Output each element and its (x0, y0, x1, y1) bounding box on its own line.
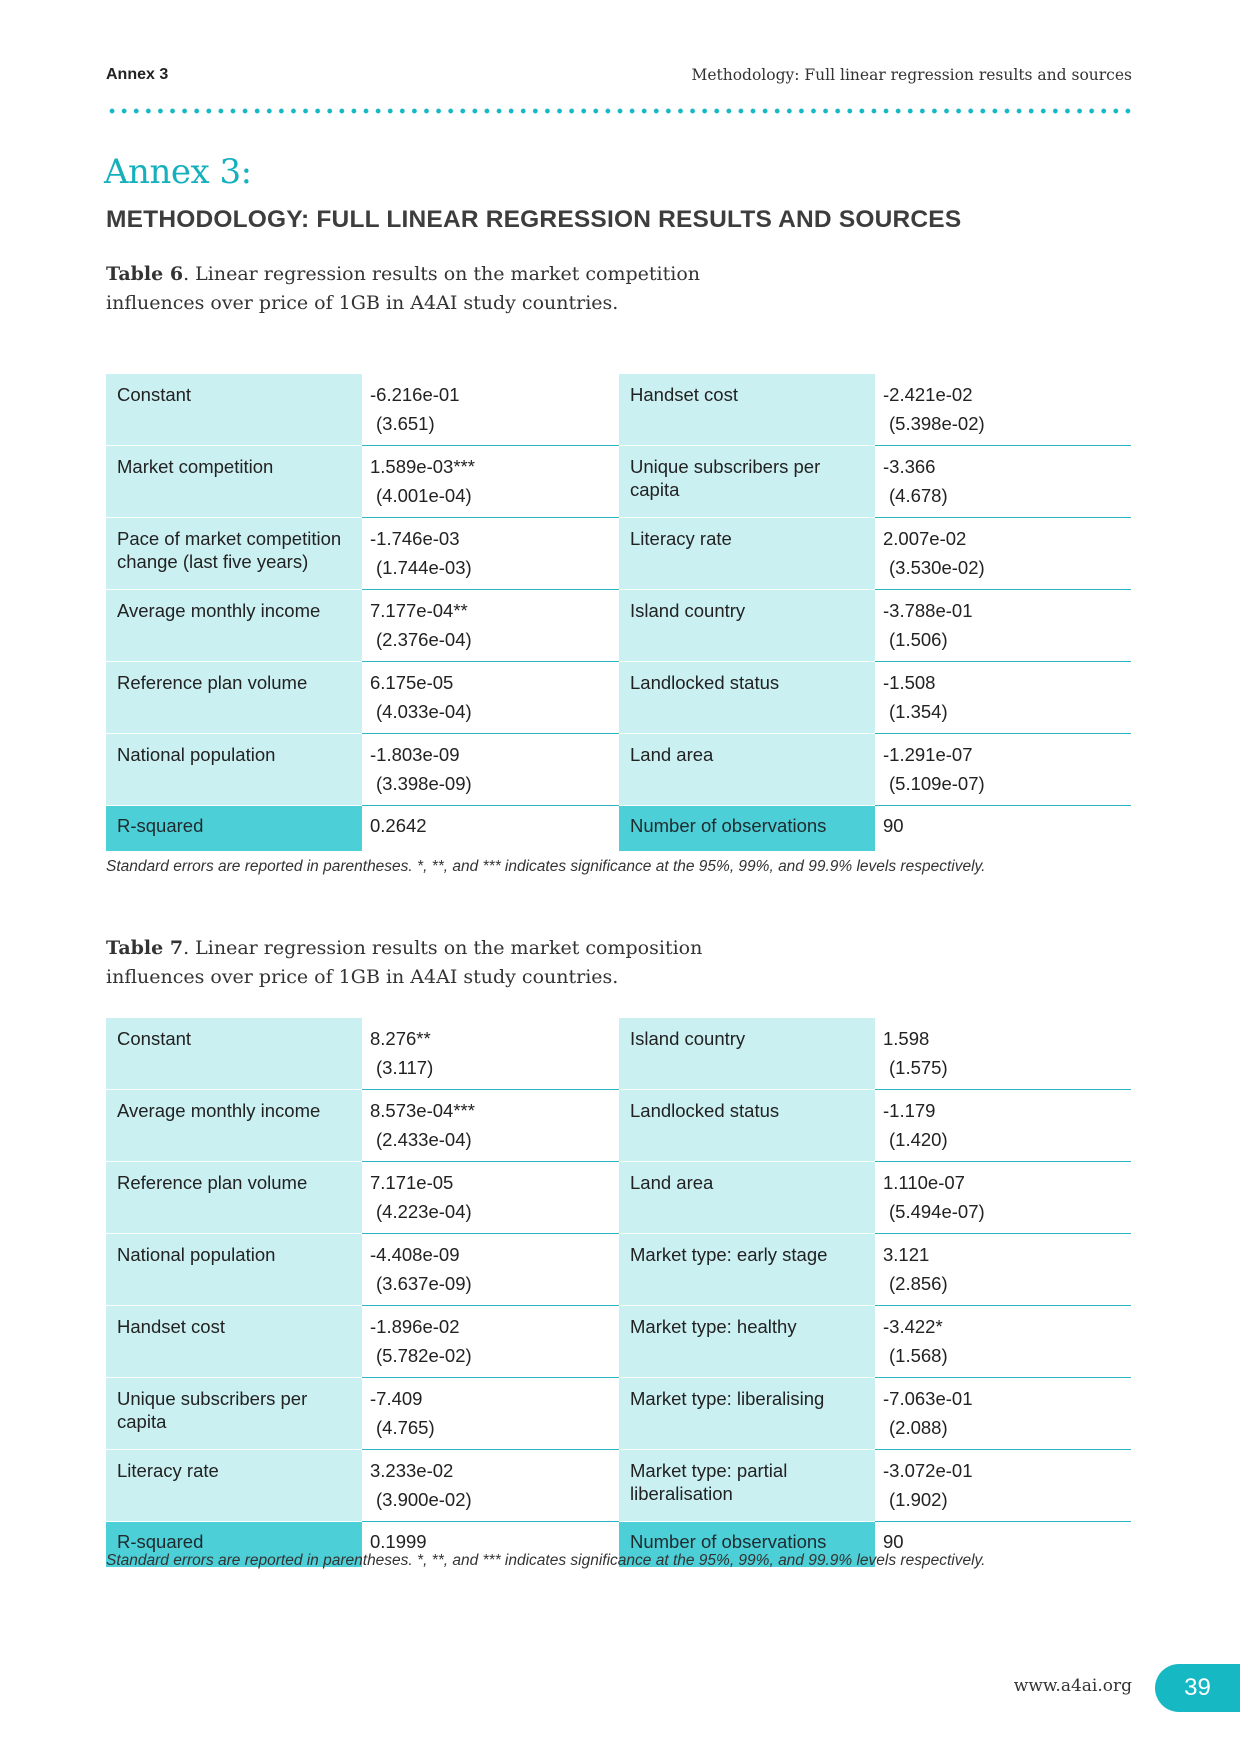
row-label: Unique subscribers per capita (619, 446, 875, 518)
row-value: -1.179 (1.420) (875, 1090, 1131, 1162)
page-title: Annex 3: (104, 152, 252, 192)
row-label: Handset cost (106, 1306, 362, 1378)
table-row (106, 374, 1131, 446)
row-label: Pace of market competition change (last five years) (106, 518, 362, 590)
table-row (106, 1162, 1131, 1234)
row-label: Constant (106, 1018, 362, 1090)
row-value: -7.063e-01 (2.088) (875, 1378, 1131, 1450)
row-label: Market type: liberalising (619, 1378, 875, 1450)
row-label: Constant (106, 374, 362, 446)
row-label: Land area (619, 734, 875, 806)
row-label: National population (106, 734, 362, 806)
row-label: Reference plan volume (106, 662, 362, 734)
row-label: Literacy rate (619, 518, 875, 590)
observations-value: 90 (875, 806, 1131, 852)
table-row (106, 590, 1131, 662)
table7-caption-text: . Linear regression results on the market composition influences over price of 1GB in A4AI study countries. (106, 937, 703, 988)
row-value: 1.589e-03*** (4.001e-04) (362, 446, 619, 518)
table6-caption-label: Table 6 (106, 263, 184, 285)
row-value: -2.421e-02 (5.398e-02) (875, 374, 1131, 446)
row-value: -3.072e-01 (1.902) (875, 1450, 1131, 1522)
table-row (106, 1234, 1131, 1306)
page-number-badge: 39 (1155, 1664, 1240, 1712)
row-label: Average monthly income (106, 590, 362, 662)
row-value: 3.233e-02 (3.900e-02) (362, 1450, 619, 1522)
row-value: 6.175e-05 (4.033e-04) (362, 662, 619, 734)
row-value: 8.573e-04*** (2.433e-04) (362, 1090, 619, 1162)
table-row (106, 518, 1131, 590)
row-label: Market type: early stage (619, 1234, 875, 1306)
table-row (106, 1018, 1131, 1090)
row-value: -3.422* (1.568) (875, 1306, 1131, 1378)
r-squared-value: 0.2642 (362, 806, 619, 852)
row-label: Market competition (106, 446, 362, 518)
dotted-divider (106, 108, 1134, 114)
r-squared-label: R-squared (106, 1522, 362, 1568)
table-row (106, 1090, 1131, 1162)
row-label: Average monthly income (106, 1090, 362, 1162)
row-label: Market type: partial liberalisation (619, 1450, 875, 1522)
row-value: -7.409 (4.765) (362, 1378, 619, 1450)
row-label: Island country (619, 1018, 875, 1090)
row-label: Handset cost (619, 374, 875, 446)
observations-label: Number of observations (619, 1522, 875, 1568)
row-value: -4.408e-09 (3.637e-09) (362, 1234, 619, 1306)
row-value: 7.177e-04** (2.376e-04) (362, 590, 619, 662)
table7 (106, 1018, 1131, 1568)
row-label: Market type: healthy (619, 1306, 875, 1378)
observations-value: 90 (875, 1522, 1131, 1568)
running-header-title: Methodology: Full linear regression results and sources (691, 66, 1132, 84)
page-subtitle: METHODOLOGY: FULL LINEAR REGRESSION RESULTS AND SOURCES (106, 206, 962, 233)
table6-note: Standard errors are reported in parentheses. *, **, and *** indicates significance at the 95%, 99%, and 99.9% levels respectively. (106, 858, 986, 875)
row-label: Unique subscribers per capita (106, 1378, 362, 1450)
r-squared-value: 0.1999 (362, 1522, 619, 1568)
row-value: -3.366 (4.678) (875, 446, 1131, 518)
row-value: -1.291e-07 (5.109e-07) (875, 734, 1131, 806)
r-squared-label: R-squared (106, 806, 362, 852)
observations-label: Number of observations (619, 806, 875, 852)
website-link[interactable]: www.a4ai.org (1013, 1676, 1132, 1696)
table7-caption (106, 934, 786, 992)
table6-caption (106, 260, 786, 318)
row-value: 1.110e-07 (5.494e-07) (875, 1162, 1131, 1234)
row-value: -1.803e-09 (3.398e-09) (362, 734, 619, 806)
running-header-section: Annex 3 (106, 66, 169, 83)
table-row (106, 446, 1131, 518)
table-row (106, 1450, 1131, 1522)
row-value: 1.598 (1.575) (875, 1018, 1131, 1090)
row-label: Landlocked status (619, 1090, 875, 1162)
row-value: 3.121 (2.856) (875, 1234, 1131, 1306)
table-row (106, 1306, 1131, 1378)
table7-caption-label: Table 7 (106, 937, 184, 959)
row-value: -3.788e-01 (1.506) (875, 590, 1131, 662)
row-value: 8.276** (3.117) (362, 1018, 619, 1090)
table6 (106, 374, 1131, 852)
row-value: -1.508 (1.354) (875, 662, 1131, 734)
row-value: -1.896e-02 (5.782e-02) (362, 1306, 619, 1378)
row-value: 7.171e-05 (4.223e-04) (362, 1162, 619, 1234)
row-label: Literacy rate (106, 1450, 362, 1522)
row-label: Reference plan volume (106, 1162, 362, 1234)
table-row (106, 1378, 1131, 1450)
row-value: -6.216e-01 (3.651) (362, 374, 619, 446)
row-label: National population (106, 1234, 362, 1306)
table-row (106, 662, 1131, 734)
table-row (106, 734, 1131, 806)
table7-note: Standard errors are reported in parentheses. *, **, and *** indicates significance at the 95%, 99%, and 99.9% levels respectively. (106, 1552, 986, 1569)
row-label: Land area (619, 1162, 875, 1234)
row-value: -1.746e-03 (1.744e-03) (362, 518, 619, 590)
row-value: 2.007e-02 (3.530e-02) (875, 518, 1131, 590)
summary-row (106, 806, 1131, 852)
row-label: Island country (619, 590, 875, 662)
table6-caption-text: . Linear regression results on the market competition influences over price of 1GB in A4AI study countries. (106, 263, 701, 314)
row-label: Landlocked status (619, 662, 875, 734)
